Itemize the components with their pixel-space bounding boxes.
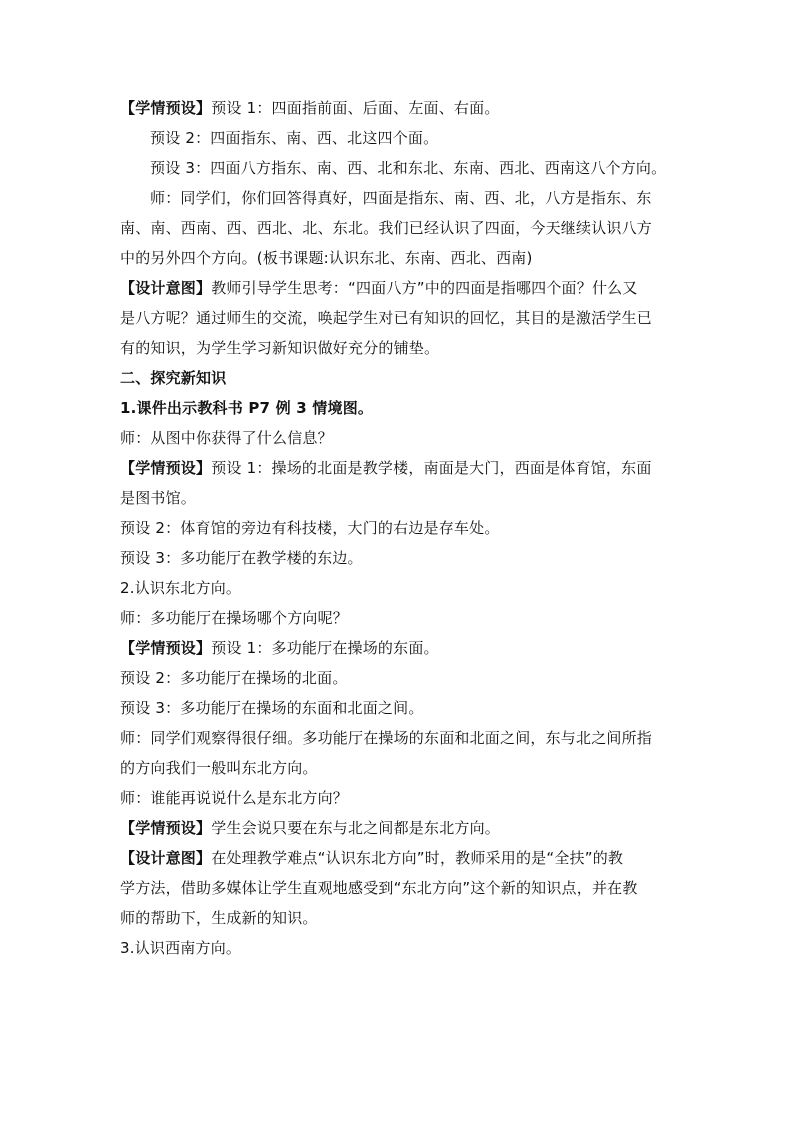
paragraph-line: 学方法，借助多媒体让学生直观地感受到“东北方向”这个新的知识点，并在教 (120, 879, 638, 897)
paragraph-line (120, 846, 623, 870)
line-text: 在处理教学难点“认识东北方向”时，教师采用的是“全扶”的教 (211, 849, 624, 867)
paragraph-line (120, 456, 652, 480)
paragraph-line: 预设 2：多功能厅在操场的北面。 (120, 669, 348, 687)
paragraph-line: 师：从图中你获得了什么信息？ (120, 429, 333, 447)
paragraph-line: 师：同学们观察得很仔细。多功能厅在操场的东面和北面之间，东与北之间所指 (120, 729, 653, 747)
line-text: 教师引导学生思考：“四面八方”中的四面是指哪四个面？什么又 (211, 279, 638, 297)
paragraph-line: 预设 2：四面指东、南、西、北这四个面。 (150, 129, 439, 147)
section-tag: 【学情预设】 (120, 639, 212, 657)
paragraph-line: 预设 3：四面八方指东、南、西、北和东北、东南、西北、西南这八个方向。 (150, 159, 667, 177)
paragraph-line: 师：多功能厅在操场哪个方向呢？ (120, 609, 349, 627)
subsection-heading: 3.认识西南方向。 (120, 939, 242, 957)
section-tag: 【学情预设】 (120, 99, 212, 117)
line-text: 预设 1：操场的北面是教学楼，南面是大门，西面是体育馆，东面 (211, 459, 652, 477)
line-text: 预设 1：多功能厅在操场的东面。 (211, 639, 439, 657)
paragraph-line: 师的帮助下，生成新的知识。 (120, 909, 318, 927)
line-text: 学生会说只要在东与北之间都是东北方向。 (211, 819, 501, 837)
paragraph-line (120, 816, 500, 840)
section-tag: 【学情预设】 (120, 819, 212, 837)
paragraph-line: 预设 3：多功能厅在操场的东面和北面之间。 (120, 699, 424, 717)
subsection-heading: 1.课件出示教科书 P7 例 3 情境图。 (120, 399, 374, 417)
paragraph-line (120, 636, 439, 660)
paragraph-line: 预设 3：多功能厅在教学楼的东边。 (120, 549, 363, 567)
section-tag: 【设计意图】 (120, 849, 212, 867)
line-text: 预设 1：四面指前面、后面、左面、右面。 (211, 99, 500, 117)
section-tag: 【设计意图】 (120, 279, 212, 297)
paragraph-line: 师：同学们，你们回答得真好，四面是指东、南、西、北，八方是指东、东 (150, 189, 652, 207)
paragraph-line: 师：谁能再说说什么是东北方向？ (120, 789, 349, 807)
paragraph-line (120, 276, 638, 300)
paragraph-line: 是八方呢？通过师生的交流，唤起学生对已有知识的回忆，其目的是激活学生已 (120, 309, 653, 327)
section-tag: 【学情预设】 (120, 459, 212, 477)
section-heading: 二、探究新知识 (120, 369, 227, 387)
paragraph-line: 是图书馆。 (120, 489, 197, 507)
subsection-heading: 2.认识东北方向。 (120, 579, 242, 597)
paragraph-line: 预设 2：体育馆的旁边有科技楼，大门的右边是存车处。 (120, 519, 500, 537)
paragraph-line: 有的知识，为学生学习新知识做好充分的铺垫。 (120, 339, 440, 357)
paragraph-line: 中的另外四个方向。(板书课题:认识东北、东南、西北、西南) (120, 249, 533, 267)
paragraph-line: 的方向我们一般叫东北方向。 (120, 759, 318, 777)
paragraph-line: 南、南、西南、西、西北、北、东北。我们已经认识了四面，今天继续认识八方 (120, 219, 653, 237)
paragraph-line (120, 96, 500, 120)
